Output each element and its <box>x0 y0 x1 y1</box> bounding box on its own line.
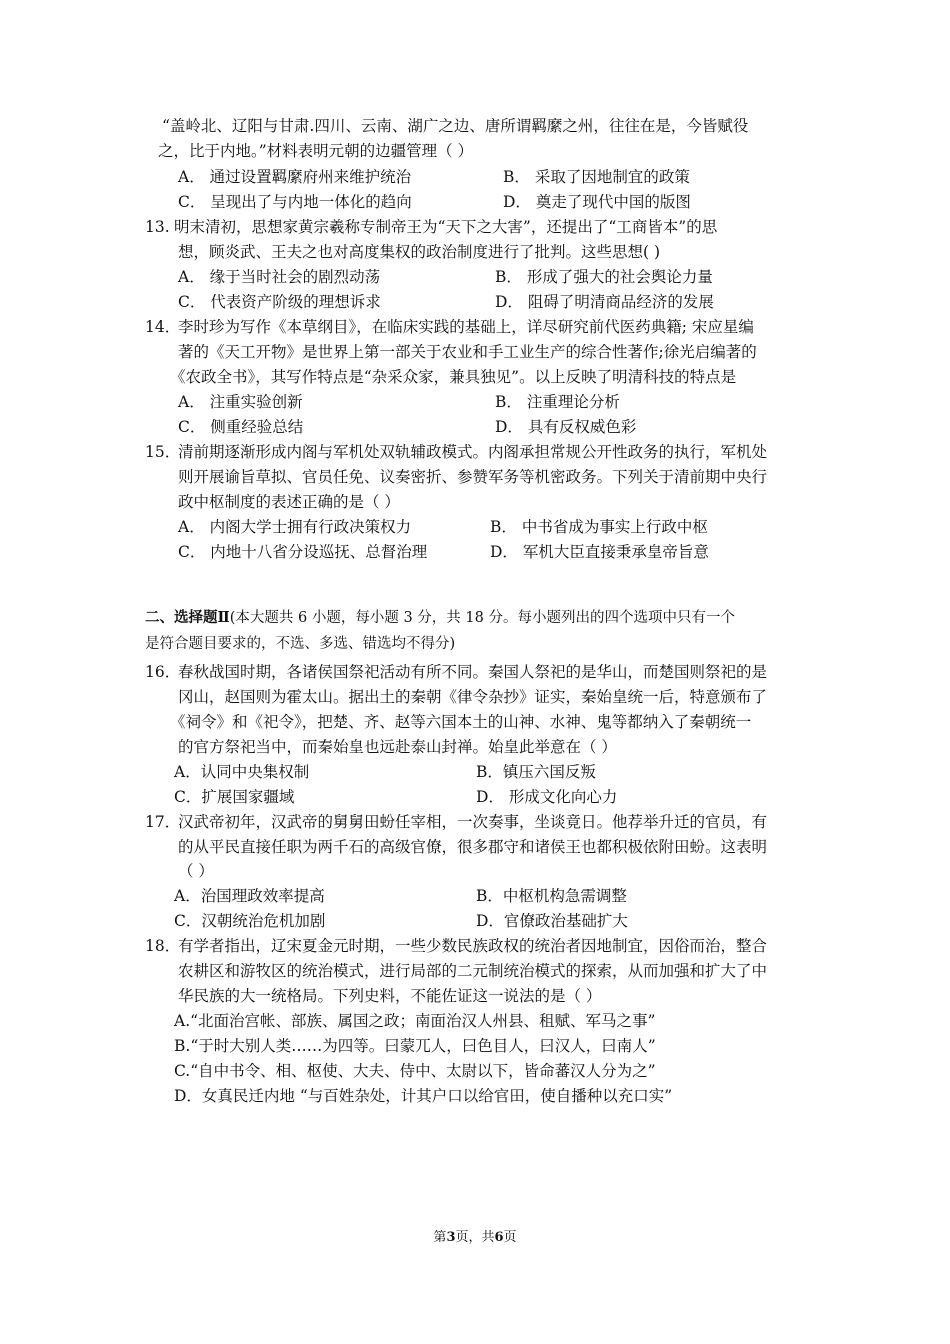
q13-number: 13. <box>145 218 170 236</box>
q16-option-a: A．认同中央集权制 <box>174 763 310 781</box>
q16-option-d: D． 形成文化向心力 <box>476 788 618 806</box>
q16-option-b: B．镇压六国反叛 <box>476 763 596 781</box>
footer-total-pages: 6 <box>494 1230 504 1245</box>
q16-option-c: C．扩展国家疆域 <box>174 788 295 806</box>
q18-option-a: A.“北面治宫帐、部族、属国之政；南面治汉人州县、租赋、军马之事” <box>174 1012 656 1030</box>
footer-suffix: 页 <box>503 1230 517 1245</box>
q18-stem-line-1: 有学者指出，辽宋夏金元时期，一些少数民族政权的统治者因地制宜，因俗而治，整合 <box>178 937 768 955</box>
q12-option-d: D． 奠走了现代中国的版图 <box>503 193 691 211</box>
q12-option-c: C． 呈现出了与内地一体化的趋向 <box>178 193 412 211</box>
q14-option-b: B． 注重理论分析 <box>495 393 620 411</box>
footer-middle: 页，共 <box>455 1230 495 1245</box>
q18-option-b: B.“于时大别人类……为四等。曰蒙兀人，曰色目人，曰汉人，曰南人” <box>174 1037 656 1055</box>
q13-option-c: C． 代表资产阶级的理想诉求 <box>178 293 381 311</box>
q17-option-a: A．治国理政效率提高 <box>174 887 325 905</box>
q12-stem-line-2: 之，比于内地。”材料表明元朝的边疆管理（ ） <box>158 142 474 160</box>
q18-number: 18． <box>145 937 181 955</box>
q16-number: 16． <box>145 663 181 681</box>
q14-option-a: A． 注重实验创新 <box>178 393 303 411</box>
q15-stem-line-2: 则开展谕旨草拟、官员任免、议奏密折、参赞军务等机密政务。下列关于清前期中央行 <box>178 468 768 486</box>
q15-stem-line-3: 政中枢制度的表述正确的是（ ） <box>178 493 400 511</box>
footer-prefix: 第 <box>433 1230 447 1245</box>
footer-page-number: 3 <box>446 1230 456 1245</box>
q17-stem-line-3: （ ） <box>178 862 214 880</box>
q16-stem-line-4: 的官方祭祀当中，而秦始皇也远赴泰山封禅。始皇此举意在（ ） <box>178 738 617 756</box>
q15-number: 15． <box>145 443 181 461</box>
q15-option-a: A． 内阁大学士拥有行政决策权力 <box>178 518 412 536</box>
q14-option-d: D． 具有反权威色彩 <box>495 418 637 436</box>
q13-option-d: D． 阻碍了明清商品经济的发展 <box>495 293 714 311</box>
q17-stem-line-1: 汉武帝初年，汉武帝的舅舅田蚡任宰相，一次奏事，坐谈竟日。他荐举升迁的官员，有 <box>178 813 768 831</box>
q16-stem-line-3: 《祠令》和《祀令》，把楚、齐、赵等六国本土的山神、水神、鬼等都纳入了秦朝统一 <box>170 713 752 731</box>
q15-option-b: B． 中书省成为事实上行政中枢 <box>490 518 708 536</box>
q15-stem-line-1: 清前期逐渐形成内阁与军机处双轨辅政模式。内阁承担常规公开性政务的执行，军机处 <box>178 443 768 461</box>
q17-option-c: C．汉朝统治危机加剧 <box>174 912 326 930</box>
q13-option-b: B． 形成了强大的社会舆论力量 <box>495 268 713 286</box>
q13-stem-line-2: 想，顾炎武、王夫之也对高度集权的政治制度进行了批判。这些思想( ) <box>178 243 661 261</box>
q16-stem-line-1: 春秋战国时期，各诸侯国祭祀活动有所不同。秦国人祭祀的是华山，而楚国则祭祀的是 <box>178 663 768 681</box>
q17-number: 17． <box>145 813 181 831</box>
q15-option-d: D． 军机大臣直接秉承皇帝旨意 <box>490 543 709 561</box>
q12-option-b: B． 采取了因地制宜的政策 <box>503 168 690 186</box>
q14-number: 14． <box>145 318 181 336</box>
q16-stem-line-2: 冈山，赵国则为霍太山。据出土的秦朝《律令杂抄》证实，秦始皇统一后，特意颁布了 <box>178 688 768 706</box>
q17-option-b: B．中枢机构急需调整 <box>476 887 627 905</box>
q18-option-d: D．女真民迁内地 “与百姓杂处，计其户口以给官田，使自播种以充口实” <box>174 1087 673 1105</box>
q17-stem-line-2: 的从平民直接任职为两千石的高级官僚，很多郡守和诸侯王也都积极依附田蚡。这表明 <box>178 838 768 856</box>
page-footer <box>0 1228 950 1248</box>
q12-stem-line-1: “盖岭北、辽阳与甘肃.四川、云南、湖广之边、唐所谓羁縻之州，往往在是，今皆赋役 <box>162 117 749 135</box>
q14-stem-line-3: 《农政全书》，其写作特点是“杂采众家，兼具独见”。以上反映了明清科技的特点是 <box>170 368 737 386</box>
q14-stem-line-2: 著的《天工开物》是世界上第一部关于农业和手工业生产的综合性著作;徐光启编著的 <box>178 343 757 361</box>
q14-option-c: C． 侧重经验总结 <box>178 418 304 436</box>
q18-stem-line-2: 农耕区和游牧区的统治模式，进行局部的二元制统治模式的探索，从而加强和扩大了中 <box>178 962 768 980</box>
section-2-desc-2: 是符合题目要求的，不选、多选、错选均不得分) <box>145 636 456 652</box>
section-2-desc-1: (本大题共 6 小题，每小题 3 分，共 18 分。每小题列出的四个选项中只有一个 <box>229 610 735 626</box>
q18-option-c: C.“自中书令、相、枢使、大夫、侍中、太尉以下，皆命蕃汉人分为之” <box>174 1062 656 1080</box>
section-2-title: 二、选择题Ⅱ <box>145 609 230 626</box>
section-2-header <box>145 606 735 630</box>
q13-option-a: A． 缘于当时社会的剧烈动荡 <box>178 268 381 286</box>
q15-option-c: C． 内地十八省分设巡抚、总督治理 <box>178 543 428 561</box>
q13-stem-line-1: 明末清初，思想家黄宗羲称专制帝王为“天下之大害”，还提出了“工商皆本”的思 <box>174 218 718 236</box>
q17-option-d: D．官僚政治基础扩大 <box>476 912 628 930</box>
q12-option-a: A． 通过设置羁縻府州来维护统治 <box>178 168 412 186</box>
q18-stem-line-3: 华民族的大一统格局。下列史料，不能佐证这一说法的是（ ） <box>178 987 602 1005</box>
q14-stem-line-1: 李时珍为写作《本草纲目》，在临床实践的基础上，详尽研究前代医药典籍; 宋应星编 <box>178 318 754 336</box>
